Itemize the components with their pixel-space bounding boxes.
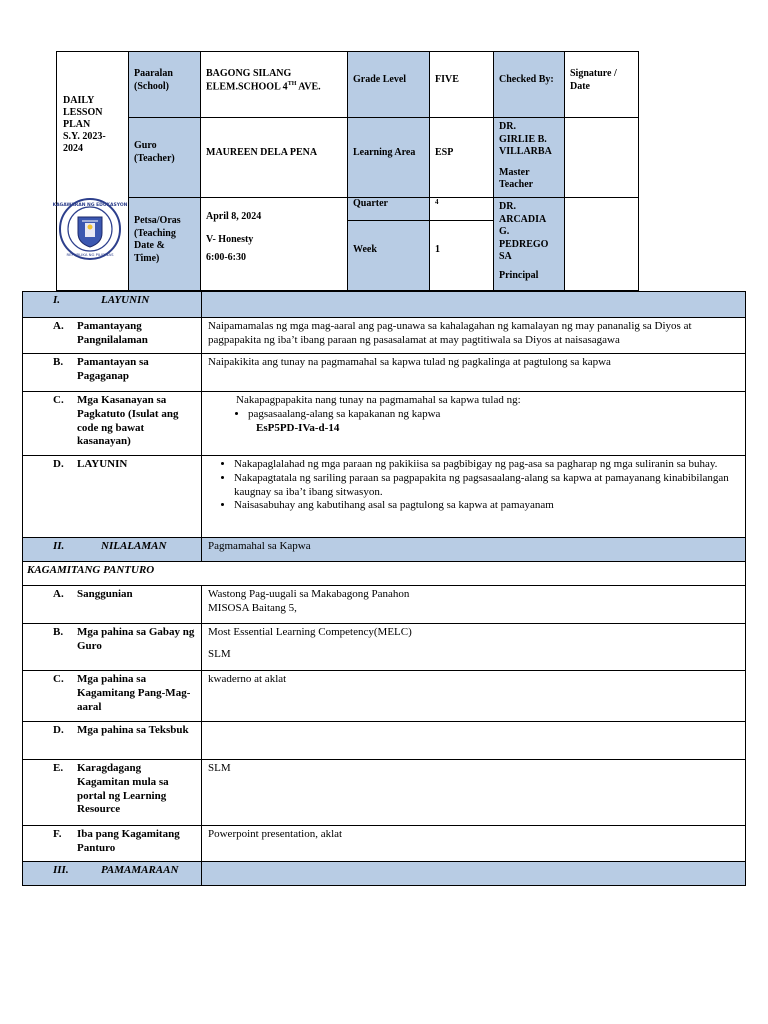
table-row bbox=[23, 392, 746, 456]
signature-label: Date bbox=[570, 80, 590, 92]
quarter-value-cell bbox=[429, 197, 494, 221]
row-letter: D. bbox=[53, 458, 64, 470]
table-row bbox=[23, 722, 746, 760]
checker1-name: DR. bbox=[499, 121, 516, 132]
table-row bbox=[23, 456, 746, 538]
objective-bullet: • Naisasabuhay ang kabutihang asal sa pagtulong sa kapwa at pamayanam bbox=[234, 499, 739, 513]
area-value-cell bbox=[429, 117, 494, 198]
row-label: Mga pahina sa Kagamitang Pang-Mag-aaral bbox=[77, 673, 191, 713]
row-label: Pamantayan sa Pagaganap bbox=[77, 356, 149, 382]
row-value: Most Essential Learning Competency(MELC) bbox=[208, 626, 412, 638]
checker2-name: PEDREGO bbox=[499, 238, 549, 250]
school-label-cell bbox=[128, 51, 201, 118]
header-table bbox=[52, 51, 639, 291]
table-row-kagamitan bbox=[23, 562, 746, 586]
area-label-cell bbox=[347, 117, 430, 198]
row-label: Mga Kasanayan sa Pagkatuto (Isulat ang code ng bawat kasanayan) bbox=[77, 394, 179, 448]
section-header bbox=[23, 292, 202, 318]
table-row bbox=[23, 760, 746, 826]
row-value-cell bbox=[202, 456, 746, 538]
week-label: Week bbox=[353, 244, 377, 255]
row-label: Sanggunian bbox=[77, 588, 133, 600]
row-label: LAYUNIN bbox=[77, 458, 128, 470]
row-value: Wastong Pag-uugali sa Makabagong Panahon bbox=[208, 588, 410, 600]
row-letter: C. bbox=[53, 673, 64, 685]
row-letter: B. bbox=[53, 356, 64, 368]
table-row bbox=[23, 671, 746, 722]
section-header bbox=[23, 538, 202, 562]
date-label: Date & bbox=[134, 240, 165, 251]
svg-text:REPUBLIKA NG PILIPINAS: REPUBLIKA NG PILIPINAS bbox=[66, 252, 114, 257]
date-label: Petsa/Oras bbox=[134, 215, 181, 226]
checked-by-label: Checked By: bbox=[499, 74, 554, 85]
svg-text:KAGAWARAN NG EDUKASYON: KAGAWARAN NG EDUKASYON bbox=[52, 203, 128, 208]
grade-value-cell bbox=[429, 51, 494, 118]
grade-label-cell bbox=[347, 51, 430, 118]
row-letter: D. bbox=[53, 724, 64, 736]
section-number: III. bbox=[53, 864, 69, 876]
time-value: 6:00-6:30 bbox=[206, 252, 246, 263]
section-number: II. bbox=[53, 540, 65, 552]
row-value: Naipakikita ang tunay na pagmamahal sa kapwa tulad ng pagkalinga at pagtulong sa kapwa bbox=[202, 354, 746, 392]
week-label-cell bbox=[347, 220, 430, 291]
section-number: I. bbox=[53, 294, 61, 306]
checker2-name: ARCADIA bbox=[499, 213, 547, 225]
row-value: Naipamamalas ng mga mag-aaral ang pag-unawa sa kahalagahan ng kamalayan ng may pananalig sa Diyos at pagpapakita ng iba’t ibang paraan ng pasasalamat at may pagtitiwala sa Diyos at naisasagawa bbox=[202, 318, 746, 354]
checker1-role: Master bbox=[499, 166, 530, 178]
table-row bbox=[23, 354, 746, 392]
section-value: Pagmamahal sa Kapwa bbox=[202, 538, 746, 562]
school-value: ELEM.SCHOOL 4TH AVE. bbox=[206, 80, 321, 92]
table-row bbox=[23, 318, 746, 354]
row-value: Powerpoint presentation, aklat bbox=[202, 826, 746, 862]
teacher-name: MAUREEN DELA PENA bbox=[206, 147, 318, 158]
signature-label-cell bbox=[564, 51, 639, 118]
section-header bbox=[23, 862, 202, 886]
date-label: Time) bbox=[134, 252, 160, 264]
section-value: V- Honesty bbox=[206, 233, 254, 245]
grade-label: Grade Level bbox=[353, 74, 407, 85]
school-value-cell bbox=[200, 51, 348, 118]
section-row-pamamaraan bbox=[23, 862, 746, 886]
row-letter: C. bbox=[53, 394, 64, 406]
signature-cell-1 bbox=[564, 117, 639, 198]
checker1-role: Teacher bbox=[499, 179, 534, 190]
checker2-name: DR. bbox=[499, 201, 516, 212]
quarter-value: 4 bbox=[435, 198, 439, 206]
quarter-label: Quarter bbox=[353, 198, 388, 209]
row-value: kwaderno at aklat bbox=[202, 671, 746, 722]
dll-title-line: LESSON bbox=[63, 107, 103, 118]
grade-value: FIVE bbox=[435, 74, 459, 85]
checker1-cell bbox=[493, 117, 565, 198]
quarter-label-cell bbox=[347, 197, 430, 221]
school-value: BAGONG SILANG bbox=[206, 68, 292, 79]
row-value bbox=[202, 722, 746, 760]
section-title: LAYUNIN bbox=[101, 294, 150, 306]
week-value-cell bbox=[429, 220, 494, 291]
row-letter: A. bbox=[53, 320, 64, 332]
checked-label-cell bbox=[493, 51, 565, 118]
teaching-date: April 8, 2024 bbox=[206, 211, 262, 222]
checker2-name: G. bbox=[499, 226, 510, 237]
table-row bbox=[23, 586, 746, 624]
teacher-label: Guro bbox=[134, 140, 157, 151]
dll-title-line: PLAN bbox=[63, 119, 91, 130]
row-label: Mga pahina sa Teksbuk bbox=[77, 724, 189, 736]
learning-area-label: Learning Area bbox=[353, 147, 416, 158]
row-value-cell bbox=[202, 586, 746, 624]
school-label: (School) bbox=[134, 80, 169, 92]
date-label-cell bbox=[128, 197, 201, 291]
teacher-label-cell bbox=[128, 117, 201, 198]
lesson-table bbox=[22, 291, 746, 886]
section-row-layunin bbox=[23, 292, 746, 318]
dll-title-line: S.Y. 2023- bbox=[63, 131, 106, 142]
signature-cell-2 bbox=[564, 197, 639, 291]
dll-title-line: DAILY bbox=[63, 95, 95, 106]
row-letter: E. bbox=[53, 762, 64, 774]
row-letter: A. bbox=[53, 588, 64, 600]
row-label: Mga pahina sa Gabay ng Guro bbox=[77, 626, 195, 652]
kagamitan-heading: KAGAMITANG PANTURO bbox=[23, 562, 746, 586]
table-row bbox=[23, 624, 746, 671]
section-value bbox=[202, 292, 746, 318]
date-value-cell bbox=[200, 197, 348, 291]
row-value-cell bbox=[202, 624, 746, 671]
row-letter: F. bbox=[53, 828, 62, 840]
date-label: (Teaching bbox=[134, 227, 176, 239]
section-title: NILALAMAN bbox=[101, 540, 167, 552]
row-label: Iba pang Kagamitang Panturo bbox=[77, 828, 180, 854]
row-value-cell bbox=[202, 392, 746, 456]
checker2-cell bbox=[493, 197, 565, 291]
row-letter: B. bbox=[53, 626, 64, 638]
row-label: Karagdagang Kagamitan mula sa portal ng Learning Resource bbox=[77, 762, 169, 816]
dll-title-line: 2024 bbox=[63, 143, 83, 154]
deped-seal-icon bbox=[52, 197, 128, 261]
section-title: PAMAMARAAN bbox=[101, 864, 179, 876]
checker1-name: GIRLIE B. bbox=[499, 133, 547, 145]
checker1-name: VILLARBA bbox=[499, 146, 552, 157]
table-row bbox=[23, 826, 746, 862]
row-value: MISOSA Baitang 5, bbox=[208, 601, 297, 614]
objective-bullet: • Nakapaglalahad ng mga paraan ng pakikiisa sa pagbibigay ng pag-asa sa pagharap ng mga suliranin sa buhay. bbox=[234, 458, 739, 472]
row-label: Pamantayang Pangnilalaman bbox=[77, 320, 148, 346]
objective-bullet: • Nakapagtatala ng sariling paraan sa pagpapakita ng pagsasaalang-alang sa kapwa at pamayanang kinabibilangan kaugnay sa iba’t ibang sitwasyon. bbox=[234, 472, 739, 500]
teacher-label: (Teacher) bbox=[134, 152, 175, 164]
week-value: 1 bbox=[435, 244, 440, 255]
dll-title-cell bbox=[52, 51, 129, 291]
school-label: Paaralan bbox=[134, 68, 173, 79]
learning-area-value: ESP bbox=[435, 147, 454, 158]
section-row-nilalaman bbox=[23, 538, 746, 562]
row-value: SLM bbox=[202, 760, 746, 826]
checker2-role: Principal bbox=[499, 269, 539, 281]
competency-bullet: • pagsasaalang-alang sa kapakanan ng kapwa bbox=[248, 408, 739, 422]
signature-label: Signature / bbox=[570, 68, 617, 79]
teacher-value-cell bbox=[200, 117, 348, 198]
section-value bbox=[202, 862, 746, 886]
row-value: SLM bbox=[208, 647, 231, 660]
competency-code: EsP5PD-IVa-d-14 bbox=[256, 421, 340, 434]
checker2-name: SA bbox=[499, 251, 512, 262]
competency-intro: Nakapagpapakita nang tunay na pagmamahal sa kapwa tulad ng: bbox=[236, 394, 521, 406]
